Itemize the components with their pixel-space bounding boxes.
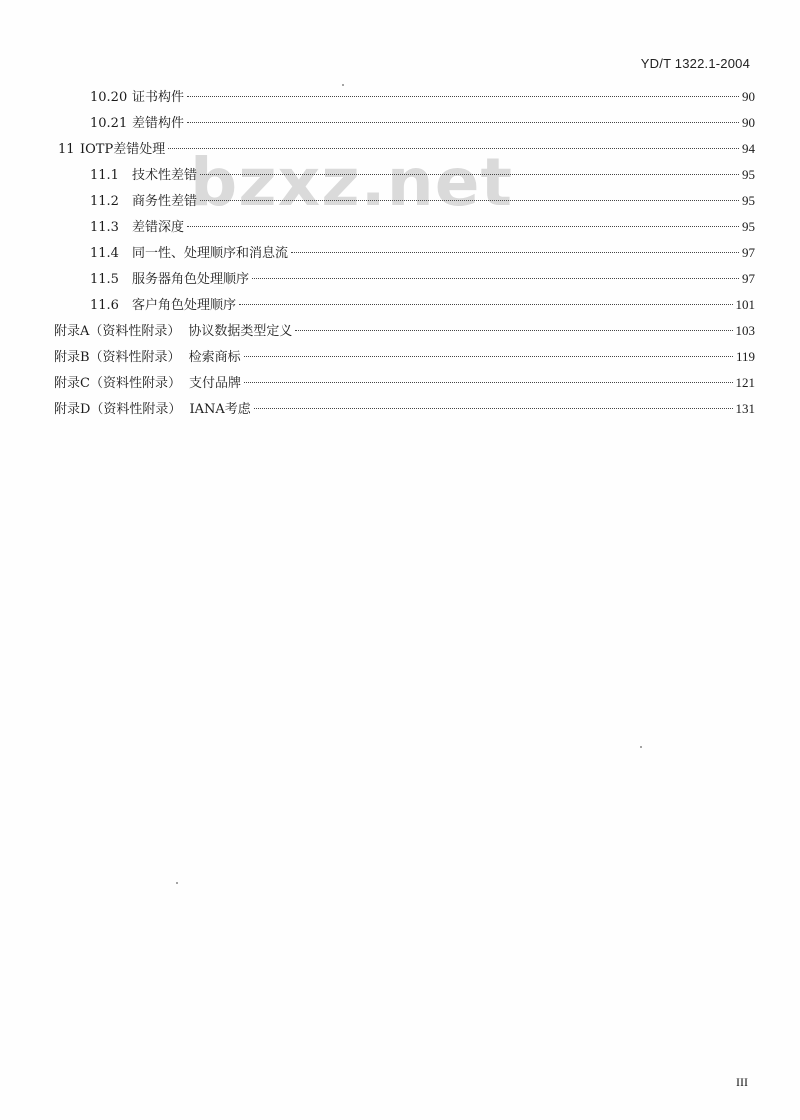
toc-entry-11-5[interactable] — [90, 268, 755, 290]
document-standard-id: YD/T 1322.1-2004 — [640, 56, 750, 71]
toc-entry-title: 商务性差错 — [132, 194, 198, 209]
toc-leader-dots — [239, 304, 732, 305]
toc-entry-appendix-b[interactable] — [54, 346, 755, 368]
toc-leader-dots — [200, 174, 739, 175]
toc-entry-page: 121 — [735, 375, 755, 390]
toc-entry-title: 服务器角色处理顺序 — [132, 272, 250, 287]
toc-leader-dots — [254, 408, 733, 409]
toc-entry-11-3[interactable] — [90, 216, 755, 238]
toc-entry-number: 11.5 — [90, 272, 119, 287]
toc-entry-title: 客户角色处理顺序 — [132, 298, 237, 313]
toc-entry-number: 附录B（资料性附录） — [54, 350, 181, 365]
toc-entry-page: 103 — [735, 323, 755, 338]
toc-entry-number: 11.3 — [90, 220, 119, 235]
toc-entry-number: 10.20 — [90, 90, 128, 105]
toc-entry-11-1[interactable] — [90, 164, 755, 186]
toc-entry-appendix-a[interactable] — [54, 320, 755, 342]
toc-entry-page: 119 — [735, 349, 755, 364]
toc-entry-title: IOTP差错处理 — [80, 142, 166, 157]
toc-leader-dots — [187, 122, 739, 123]
toc-entry-number: 附录A（资料性附录） — [54, 324, 181, 339]
toc-entry-10-21[interactable] — [90, 112, 755, 134]
toc-leader-dots — [295, 330, 732, 331]
toc-leader-dots — [244, 356, 733, 357]
toc-entry-number: 11.1 — [90, 168, 119, 183]
toc-entry-page: 90 — [742, 115, 755, 130]
toc-entry-page: 90 — [742, 89, 755, 104]
toc-entry-title: 证书构件 — [132, 90, 185, 105]
toc-entry-title: 技术性差错 — [132, 168, 198, 183]
toc-entry-number: 11.4 — [90, 246, 119, 261]
toc-entry-11-4[interactable] — [90, 242, 755, 264]
toc-entry-number: 附录D（资料性附录） — [54, 402, 182, 417]
toc-entry-number: 10.21 — [90, 116, 128, 131]
toc-entry-page: 95 — [742, 167, 755, 182]
toc-entry-page: 97 — [742, 271, 755, 286]
toc-entry-11-6[interactable] — [90, 294, 755, 316]
scan-speck — [640, 746, 642, 748]
toc-entry-11-2[interactable] — [90, 190, 755, 212]
toc-entry-page: 131 — [735, 401, 755, 416]
toc-entry-10-20[interactable] — [90, 86, 755, 108]
toc-entry-title: IANA考虑 — [189, 402, 251, 417]
watermark: bzxz.net — [190, 144, 514, 221]
toc-entry-title: 支付品牌 — [188, 376, 241, 391]
toc-entry-title: 同一性、处理顺序和消息流 — [132, 246, 289, 261]
toc-leader-dots — [244, 382, 733, 383]
page-number: III — [736, 1075, 748, 1089]
toc-entry-appendix-c[interactable] — [54, 372, 755, 394]
toc-entry-title: 差错构件 — [132, 116, 185, 131]
toc-leader-dots — [252, 278, 739, 279]
toc-entry-11[interactable] — [58, 138, 755, 160]
toc-leader-dots — [187, 226, 739, 227]
toc-entry-number: 11.6 — [90, 298, 119, 313]
toc-entry-page: 94 — [742, 141, 755, 156]
toc-leader-dots — [200, 200, 739, 201]
toc-entry-page: 95 — [742, 219, 755, 234]
scan-speck — [176, 882, 178, 884]
toc-entry-title: 协议数据类型定义 — [188, 324, 293, 339]
toc-leader-dots — [168, 148, 739, 149]
toc-entry-number: 附录C（资料性附录） — [54, 376, 181, 391]
toc-entry-page: 97 — [742, 245, 755, 260]
toc-entry-page: 95 — [742, 193, 755, 208]
scan-speck — [342, 84, 344, 86]
toc-entry-title: 检索商标 — [188, 350, 241, 365]
toc-leader-dots — [291, 252, 739, 253]
toc-entry-title: 差错深度 — [132, 220, 185, 235]
toc-entry-appendix-d[interactable] — [54, 398, 755, 420]
toc-entry-number: 11 — [58, 142, 75, 157]
toc-entry-page: 101 — [735, 297, 755, 312]
toc-entry-number: 11.2 — [90, 194, 119, 209]
toc-leader-dots — [187, 96, 739, 97]
